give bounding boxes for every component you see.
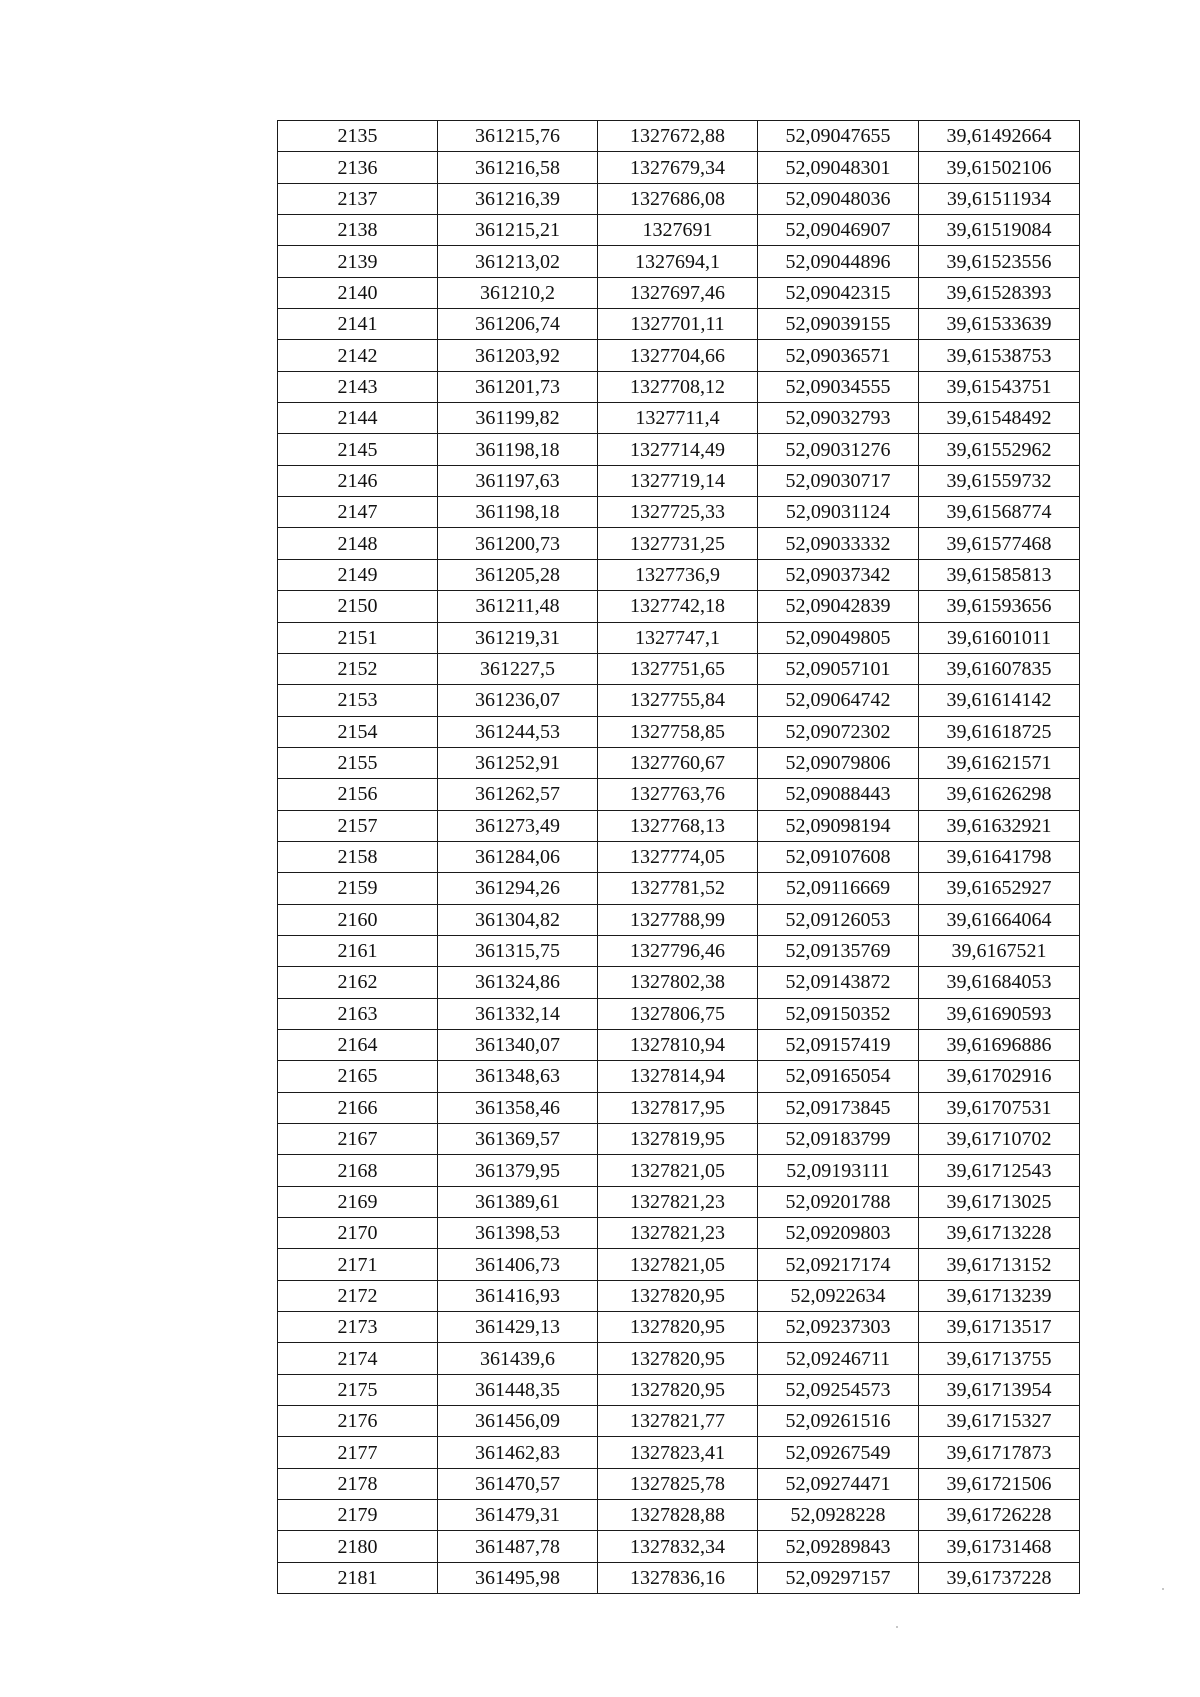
y-coordinate-cell: 1327788,99 <box>598 904 758 935</box>
y-coordinate-cell: 1327672,88 <box>598 121 758 152</box>
latitude-cell: 52,09209803 <box>758 1218 919 1249</box>
longitude-cell: 39,61621571 <box>919 747 1080 778</box>
latitude-cell: 52,09048036 <box>758 183 919 214</box>
latitude-cell: 52,09201788 <box>758 1186 919 1217</box>
longitude-cell: 39,61684053 <box>919 967 1080 998</box>
x-coordinate-cell: 361429,13 <box>438 1312 598 1343</box>
x-coordinate-cell: 361348,63 <box>438 1061 598 1092</box>
latitude-cell: 52,09031124 <box>758 497 919 528</box>
point-number-cell: 2154 <box>278 716 438 747</box>
y-coordinate-cell: 1327751,65 <box>598 653 758 684</box>
x-coordinate-cell: 361324,86 <box>438 967 598 998</box>
longitude-cell: 39,61552962 <box>919 434 1080 465</box>
y-coordinate-cell: 1327742,18 <box>598 591 758 622</box>
point-number-cell: 2144 <box>278 403 438 434</box>
point-number-cell: 2162 <box>278 967 438 998</box>
point-number-cell: 2174 <box>278 1343 438 1374</box>
longitude-cell: 39,61713517 <box>919 1312 1080 1343</box>
point-number-cell: 2180 <box>278 1531 438 1562</box>
point-number-cell: 2139 <box>278 246 438 277</box>
x-coordinate-cell: 361340,07 <box>438 1029 598 1060</box>
point-number-cell: 2178 <box>278 1468 438 1499</box>
longitude-cell: 39,61511934 <box>919 183 1080 214</box>
latitude-cell: 52,09044896 <box>758 246 919 277</box>
table-row <box>278 1406 1080 1437</box>
y-coordinate-cell: 1327820,95 <box>598 1280 758 1311</box>
point-number-cell: 2158 <box>278 841 438 872</box>
x-coordinate-cell: 361203,92 <box>438 340 598 371</box>
table-row <box>278 1124 1080 1155</box>
latitude-cell: 52,09183799 <box>758 1124 919 1155</box>
y-coordinate-cell: 1327817,95 <box>598 1092 758 1123</box>
longitude-cell: 39,61702916 <box>919 1061 1080 1092</box>
longitude-cell: 39,61713954 <box>919 1374 1080 1405</box>
longitude-cell: 39,61601011 <box>919 622 1080 653</box>
x-coordinate-cell: 361495,98 <box>438 1562 598 1593</box>
longitude-cell: 39,61737228 <box>919 1562 1080 1593</box>
y-coordinate-cell: 1327679,34 <box>598 152 758 183</box>
point-number-cell: 2141 <box>278 309 438 340</box>
y-coordinate-cell: 1327823,41 <box>598 1437 758 1468</box>
x-coordinate-cell: 361206,74 <box>438 309 598 340</box>
y-coordinate-cell: 1327810,94 <box>598 1029 758 1060</box>
point-number-cell: 2164 <box>278 1029 438 1060</box>
table-row <box>278 465 1080 496</box>
longitude-cell: 39,61614142 <box>919 685 1080 716</box>
y-coordinate-cell: 1327686,08 <box>598 183 758 214</box>
y-coordinate-cell: 1327802,38 <box>598 967 758 998</box>
x-coordinate-cell: 361200,73 <box>438 528 598 559</box>
latitude-cell: 52,09088443 <box>758 779 919 810</box>
longitude-cell: 39,61715327 <box>919 1406 1080 1437</box>
point-number-cell: 2138 <box>278 215 438 246</box>
point-number-cell: 2171 <box>278 1249 438 1280</box>
y-coordinate-cell: 1327691 <box>598 215 758 246</box>
longitude-cell: 39,61585813 <box>919 559 1080 590</box>
x-coordinate-cell: 361315,75 <box>438 935 598 966</box>
x-coordinate-cell: 361198,18 <box>438 434 598 465</box>
x-coordinate-cell: 361462,83 <box>438 1437 598 1468</box>
longitude-cell: 39,61593656 <box>919 591 1080 622</box>
table-row <box>278 403 1080 434</box>
y-coordinate-cell: 1327725,33 <box>598 497 758 528</box>
table-row <box>278 1312 1080 1343</box>
latitude-cell: 52,09246711 <box>758 1343 919 1374</box>
y-coordinate-cell: 1327714,49 <box>598 434 758 465</box>
point-number-cell: 2169 <box>278 1186 438 1217</box>
x-coordinate-cell: 361205,28 <box>438 559 598 590</box>
table-row <box>278 1343 1080 1374</box>
longitude-cell: 39,61696886 <box>919 1029 1080 1060</box>
table-row <box>278 873 1080 904</box>
longitude-cell: 39,61559732 <box>919 465 1080 496</box>
longitude-cell: 39,61568774 <box>919 497 1080 528</box>
table-row <box>278 1374 1080 1405</box>
table-row <box>278 1531 1080 1562</box>
latitude-cell: 52,09261516 <box>758 1406 919 1437</box>
x-coordinate-cell: 361210,2 <box>438 277 598 308</box>
table-row <box>278 622 1080 653</box>
latitude-cell: 52,09143872 <box>758 967 919 998</box>
point-number-cell: 2136 <box>278 152 438 183</box>
x-coordinate-cell: 361487,78 <box>438 1531 598 1562</box>
longitude-cell: 39,61726228 <box>919 1500 1080 1531</box>
table-row <box>278 653 1080 684</box>
x-coordinate-cell: 361273,49 <box>438 810 598 841</box>
latitude-cell: 52,09098194 <box>758 810 919 841</box>
point-number-cell: 2143 <box>278 371 438 402</box>
table-row <box>278 277 1080 308</box>
table-row <box>278 1468 1080 1499</box>
latitude-cell: 52,09079806 <box>758 747 919 778</box>
point-number-cell: 2168 <box>278 1155 438 1186</box>
latitude-cell: 52,09165054 <box>758 1061 919 1092</box>
longitude-cell: 39,61492664 <box>919 121 1080 152</box>
table-row <box>278 779 1080 810</box>
latitude-cell: 52,09049805 <box>758 622 919 653</box>
table-row <box>278 183 1080 214</box>
longitude-cell: 39,61664064 <box>919 904 1080 935</box>
y-coordinate-cell: 1327806,75 <box>598 998 758 1029</box>
y-coordinate-cell: 1327820,95 <box>598 1374 758 1405</box>
x-coordinate-cell: 361198,18 <box>438 497 598 528</box>
x-coordinate-cell: 361199,82 <box>438 403 598 434</box>
longitude-cell: 39,61523556 <box>919 246 1080 277</box>
longitude-cell: 39,61713228 <box>919 1218 1080 1249</box>
table-row <box>278 1186 1080 1217</box>
longitude-cell: 39,61502106 <box>919 152 1080 183</box>
y-coordinate-cell: 1327774,05 <box>598 841 758 872</box>
y-coordinate-cell: 1327819,95 <box>598 1124 758 1155</box>
latitude-cell: 52,09048301 <box>758 152 919 183</box>
y-coordinate-cell: 1327697,46 <box>598 277 758 308</box>
y-coordinate-cell: 1327796,46 <box>598 935 758 966</box>
latitude-cell: 52,09046907 <box>758 215 919 246</box>
longitude-cell: 39,61626298 <box>919 779 1080 810</box>
point-number-cell: 2146 <box>278 465 438 496</box>
point-number-cell: 2137 <box>278 183 438 214</box>
table-row <box>278 559 1080 590</box>
point-number-cell: 2142 <box>278 340 438 371</box>
point-number-cell: 2150 <box>278 591 438 622</box>
y-coordinate-cell: 1327711,4 <box>598 403 758 434</box>
x-coordinate-cell: 361470,57 <box>438 1468 598 1499</box>
x-coordinate-cell: 361252,91 <box>438 747 598 778</box>
point-number-cell: 2149 <box>278 559 438 590</box>
table-row <box>278 747 1080 778</box>
latitude-cell: 52,09193111 <box>758 1155 919 1186</box>
point-number-cell: 2177 <box>278 1437 438 1468</box>
longitude-cell: 39,61519084 <box>919 215 1080 246</box>
coordinates-table-body <box>278 121 1080 1594</box>
table-row <box>278 904 1080 935</box>
longitude-cell: 39,61618725 <box>919 716 1080 747</box>
y-coordinate-cell: 1327820,95 <box>598 1343 758 1374</box>
table-row <box>278 1061 1080 1092</box>
table-row <box>278 434 1080 465</box>
longitude-cell: 39,61710702 <box>919 1124 1080 1155</box>
longitude-cell: 39,61713025 <box>919 1186 1080 1217</box>
longitude-cell: 39,61690593 <box>919 998 1080 1029</box>
x-coordinate-cell: 361244,53 <box>438 716 598 747</box>
point-number-cell: 2159 <box>278 873 438 904</box>
point-number-cell: 2172 <box>278 1280 438 1311</box>
point-number-cell: 2152 <box>278 653 438 684</box>
point-number-cell: 2176 <box>278 1406 438 1437</box>
y-coordinate-cell: 1327763,76 <box>598 779 758 810</box>
x-coordinate-cell: 361379,95 <box>438 1155 598 1186</box>
x-coordinate-cell: 361197,63 <box>438 465 598 496</box>
table-row <box>278 1280 1080 1311</box>
latitude-cell: 52,09237303 <box>758 1312 919 1343</box>
table-row <box>278 967 1080 998</box>
latitude-cell: 52,09042839 <box>758 591 919 622</box>
x-coordinate-cell: 361304,82 <box>438 904 598 935</box>
point-number-cell: 2165 <box>278 1061 438 1092</box>
table-row <box>278 1092 1080 1123</box>
latitude-cell: 52,09039155 <box>758 309 919 340</box>
table-row <box>278 1155 1080 1186</box>
longitude-cell: 39,6167521 <box>919 935 1080 966</box>
table-row <box>278 591 1080 622</box>
y-coordinate-cell: 1327694,1 <box>598 246 758 277</box>
x-coordinate-cell: 361479,31 <box>438 1500 598 1531</box>
latitude-cell: 52,09042315 <box>758 277 919 308</box>
latitude-cell: 52,09135769 <box>758 935 919 966</box>
latitude-cell: 52,09126053 <box>758 904 919 935</box>
latitude-cell: 52,0928228 <box>758 1500 919 1531</box>
y-coordinate-cell: 1327821,05 <box>598 1249 758 1280</box>
table-row <box>278 215 1080 246</box>
longitude-cell: 39,61543751 <box>919 371 1080 402</box>
latitude-cell: 52,09030717 <box>758 465 919 496</box>
x-coordinate-cell: 361213,02 <box>438 246 598 277</box>
point-number-cell: 2140 <box>278 277 438 308</box>
x-coordinate-cell: 361416,93 <box>438 1280 598 1311</box>
y-coordinate-cell: 1327704,66 <box>598 340 758 371</box>
y-coordinate-cell: 1327836,16 <box>598 1562 758 1593</box>
table-row <box>278 1218 1080 1249</box>
table-row <box>278 340 1080 371</box>
x-coordinate-cell: 361211,48 <box>438 591 598 622</box>
latitude-cell: 52,09033332 <box>758 528 919 559</box>
table-row <box>278 1249 1080 1280</box>
point-number-cell: 2166 <box>278 1092 438 1123</box>
longitude-cell: 39,61641798 <box>919 841 1080 872</box>
coordinates-table <box>277 120 1080 1594</box>
x-coordinate-cell: 361262,57 <box>438 779 598 810</box>
table-row <box>278 935 1080 966</box>
latitude-cell: 52,09116669 <box>758 873 919 904</box>
x-coordinate-cell: 361236,07 <box>438 685 598 716</box>
scan-speck <box>1162 1588 1164 1590</box>
point-number-cell: 2145 <box>278 434 438 465</box>
longitude-cell: 39,61607835 <box>919 653 1080 684</box>
latitude-cell: 52,09297157 <box>758 1562 919 1593</box>
y-coordinate-cell: 1327760,67 <box>598 747 758 778</box>
y-coordinate-cell: 1327758,85 <box>598 716 758 747</box>
table-row <box>278 841 1080 872</box>
point-number-cell: 2160 <box>278 904 438 935</box>
table-row <box>278 371 1080 402</box>
point-number-cell: 2147 <box>278 497 438 528</box>
longitude-cell: 39,61577468 <box>919 528 1080 559</box>
point-number-cell: 2153 <box>278 685 438 716</box>
y-coordinate-cell: 1327781,52 <box>598 873 758 904</box>
latitude-cell: 52,09274471 <box>758 1468 919 1499</box>
table-row <box>278 528 1080 559</box>
point-number-cell: 2151 <box>278 622 438 653</box>
latitude-cell: 52,0922634 <box>758 1280 919 1311</box>
y-coordinate-cell: 1327820,95 <box>598 1312 758 1343</box>
table-row <box>278 1500 1080 1531</box>
x-coordinate-cell: 361284,06 <box>438 841 598 872</box>
x-coordinate-cell: 361201,73 <box>438 371 598 402</box>
latitude-cell: 52,09032793 <box>758 403 919 434</box>
latitude-cell: 52,09254573 <box>758 1374 919 1405</box>
longitude-cell: 39,61707531 <box>919 1092 1080 1123</box>
longitude-cell: 39,61717873 <box>919 1437 1080 1468</box>
x-coordinate-cell: 361215,76 <box>438 121 598 152</box>
x-coordinate-cell: 361216,39 <box>438 183 598 214</box>
x-coordinate-cell: 361332,14 <box>438 998 598 1029</box>
x-coordinate-cell: 361398,53 <box>438 1218 598 1249</box>
table-row <box>278 716 1080 747</box>
point-number-cell: 2135 <box>278 121 438 152</box>
table-row <box>278 1029 1080 1060</box>
latitude-cell: 52,09267549 <box>758 1437 919 1468</box>
table-row <box>278 121 1080 152</box>
table-row <box>278 1562 1080 1593</box>
point-number-cell: 2157 <box>278 810 438 841</box>
table-row <box>278 810 1080 841</box>
latitude-cell: 52,09037342 <box>758 559 919 590</box>
latitude-cell: 52,09034555 <box>758 371 919 402</box>
x-coordinate-cell: 361227,5 <box>438 653 598 684</box>
longitude-cell: 39,61713152 <box>919 1249 1080 1280</box>
y-coordinate-cell: 1327701,11 <box>598 309 758 340</box>
x-coordinate-cell: 361215,21 <box>438 215 598 246</box>
x-coordinate-cell: 361358,46 <box>438 1092 598 1123</box>
table-row <box>278 309 1080 340</box>
latitude-cell: 52,09064742 <box>758 685 919 716</box>
x-coordinate-cell: 361219,31 <box>438 622 598 653</box>
y-coordinate-cell: 1327708,12 <box>598 371 758 402</box>
longitude-cell: 39,61652927 <box>919 873 1080 904</box>
table-row <box>278 497 1080 528</box>
latitude-cell: 52,09157419 <box>758 1029 919 1060</box>
point-number-cell: 2161 <box>278 935 438 966</box>
point-number-cell: 2148 <box>278 528 438 559</box>
point-number-cell: 2173 <box>278 1312 438 1343</box>
latitude-cell: 52,09047655 <box>758 121 919 152</box>
y-coordinate-cell: 1327719,14 <box>598 465 758 496</box>
point-number-cell: 2167 <box>278 1124 438 1155</box>
latitude-cell: 52,09107608 <box>758 841 919 872</box>
x-coordinate-cell: 361216,58 <box>438 152 598 183</box>
longitude-cell: 39,61731468 <box>919 1531 1080 1562</box>
longitude-cell: 39,61713239 <box>919 1280 1080 1311</box>
y-coordinate-cell: 1327731,25 <box>598 528 758 559</box>
longitude-cell: 39,61548492 <box>919 403 1080 434</box>
point-number-cell: 2170 <box>278 1218 438 1249</box>
point-number-cell: 2181 <box>278 1562 438 1593</box>
point-number-cell: 2155 <box>278 747 438 778</box>
latitude-cell: 52,09150352 <box>758 998 919 1029</box>
latitude-cell: 52,09057101 <box>758 653 919 684</box>
x-coordinate-cell: 361294,26 <box>438 873 598 904</box>
table-row <box>278 152 1080 183</box>
y-coordinate-cell: 1327821,77 <box>598 1406 758 1437</box>
x-coordinate-cell: 361448,35 <box>438 1374 598 1405</box>
longitude-cell: 39,61632921 <box>919 810 1080 841</box>
x-coordinate-cell: 361456,09 <box>438 1406 598 1437</box>
latitude-cell: 52,09217174 <box>758 1249 919 1280</box>
x-coordinate-cell: 361389,61 <box>438 1186 598 1217</box>
longitude-cell: 39,61721506 <box>919 1468 1080 1499</box>
table-row <box>278 685 1080 716</box>
y-coordinate-cell: 1327821,23 <box>598 1186 758 1217</box>
latitude-cell: 52,09036571 <box>758 340 919 371</box>
longitude-cell: 39,61713755 <box>919 1343 1080 1374</box>
y-coordinate-cell: 1327832,34 <box>598 1531 758 1562</box>
y-coordinate-cell: 1327821,05 <box>598 1155 758 1186</box>
latitude-cell: 52,09072302 <box>758 716 919 747</box>
longitude-cell: 39,61528393 <box>919 277 1080 308</box>
y-coordinate-cell: 1327821,23 <box>598 1218 758 1249</box>
longitude-cell: 39,61538753 <box>919 340 1080 371</box>
y-coordinate-cell: 1327736,9 <box>598 559 758 590</box>
y-coordinate-cell: 1327814,94 <box>598 1061 758 1092</box>
point-number-cell: 2163 <box>278 998 438 1029</box>
scan-speck <box>896 1626 898 1628</box>
y-coordinate-cell: 1327825,78 <box>598 1468 758 1499</box>
y-coordinate-cell: 1327747,1 <box>598 622 758 653</box>
longitude-cell: 39,61712543 <box>919 1155 1080 1186</box>
latitude-cell: 52,09031276 <box>758 434 919 465</box>
point-number-cell: 2156 <box>278 779 438 810</box>
y-coordinate-cell: 1327768,13 <box>598 810 758 841</box>
x-coordinate-cell: 361406,73 <box>438 1249 598 1280</box>
y-coordinate-cell: 1327755,84 <box>598 685 758 716</box>
table-row <box>278 246 1080 277</box>
table-row <box>278 998 1080 1029</box>
x-coordinate-cell: 361439,6 <box>438 1343 598 1374</box>
latitude-cell: 52,09289843 <box>758 1531 919 1562</box>
x-coordinate-cell: 361369,57 <box>438 1124 598 1155</box>
latitude-cell: 52,09173845 <box>758 1092 919 1123</box>
point-number-cell: 2179 <box>278 1500 438 1531</box>
y-coordinate-cell: 1327828,88 <box>598 1500 758 1531</box>
table-row <box>278 1437 1080 1468</box>
longitude-cell: 39,61533639 <box>919 309 1080 340</box>
point-number-cell: 2175 <box>278 1374 438 1405</box>
